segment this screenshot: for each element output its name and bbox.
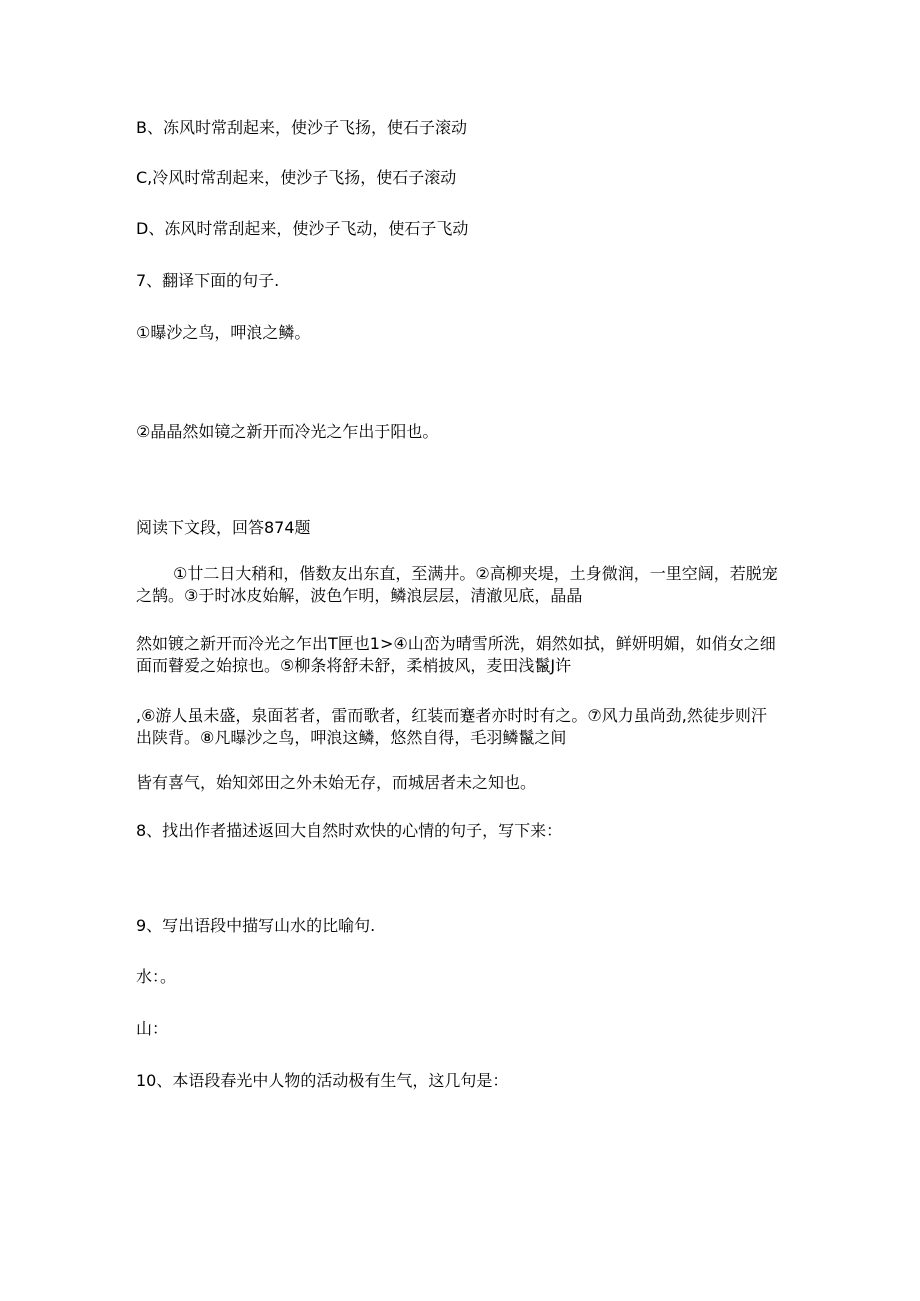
- option-b: B、冻风时常刮起来，使沙子飞扬，使石子滚动: [136, 118, 467, 137]
- question-8: 8、找出作者描述返回大自然时欢快的心情的句子，写下来：: [136, 821, 563, 840]
- question-7: 7、翻译下面的句子.: [136, 271, 280, 290]
- question-9-mountain: 山：: [136, 1019, 169, 1038]
- option-c: C,冷风时常刮起来，使沙子飞扬，使石子滚动: [136, 168, 457, 187]
- question-7-item-2: ②晶晶然如镜之新开而冷光之乍出于阳也。: [136, 422, 439, 441]
- question-9: 9、写出语段中描写山水的比喻句.: [136, 916, 376, 935]
- question-9-water: 水：。: [136, 967, 177, 986]
- passage-paragraph-1: ①廿二日大稍和，偕数友出东直，至满井。②高柳夹堤，土身微润，一里空阔，若脱宠之鹄。③于时冰皮始解，波色乍明，鳞浪层层，清澈见底，晶晶: [136, 564, 778, 605]
- option-d: D、冻风时常刮起来，使沙子飞动，使石子飞动: [136, 219, 469, 238]
- question-7-item-1: ①曝沙之鸟，呷浪之鳞。: [136, 323, 311, 342]
- reading-intro: 阅读下文段，回答874题: [136, 518, 311, 537]
- question-10: 10、本语段春光中人物的活动极有生气，这几句是：: [136, 1071, 509, 1090]
- passage-paragraph-3: ,⑥游人虽未盛，泉面茗者，雷而歌者，红装而蹇者亦时时有之。⑦风力虽尚劲,然徒步则汗出陕背。⑧凡曝沙之鸟，呷浪这鳞，悠然自得，毛羽鳞鬣之间: [136, 706, 767, 747]
- passage-paragraph-2: 然如镀之新开而冷光之乍出T匣也1>④山峦为晴雪所洗，娟然如拭，鲜妍明媚，如俏女之细面而瞽爱之始掠也。⑤柳条将舒未舒，柔梢披风，麦田浅鬣J许: [136, 634, 776, 675]
- passage-paragraph-4: 皆有喜气，始知郊田之外未始无存，而城居者未之知也。: [136, 773, 537, 792]
